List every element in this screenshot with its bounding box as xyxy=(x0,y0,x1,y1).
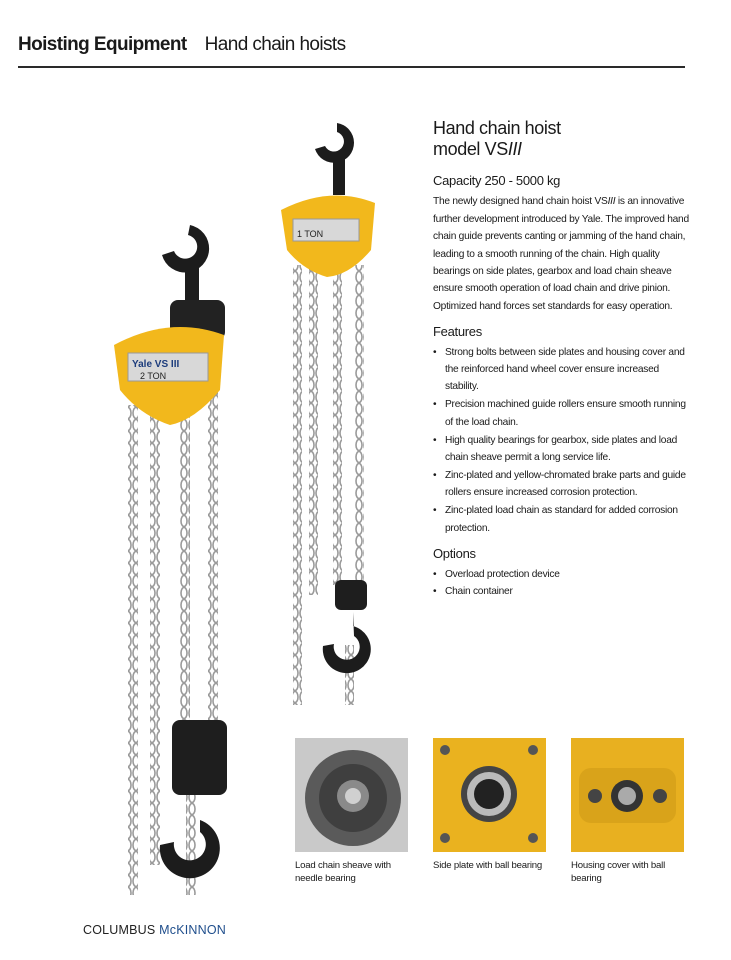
large-hoist-image xyxy=(100,215,250,905)
feature-item: • High quality bearings for gearbox, side plates and load chain sheave permit a long service life. xyxy=(433,432,693,467)
feature-item: • Zinc-plated load chain as standard for added corrosion protection. xyxy=(433,502,693,537)
desc-italic: III xyxy=(607,196,616,208)
product-description xyxy=(433,193,693,297)
small-hoist-ton-label: 1 TON xyxy=(297,229,324,239)
small-hoist-image xyxy=(275,115,385,715)
product-title-line2 xyxy=(433,139,693,160)
page-header xyxy=(18,34,345,56)
product-text-column xyxy=(433,118,693,601)
product-description-2: Optimized hand forces set standards for easy operation. xyxy=(433,300,673,312)
features-list xyxy=(433,344,693,537)
capacity-heading: Capacity 250 - 5000 kg xyxy=(433,173,561,188)
product-title-line1: Hand chain hoist xyxy=(433,118,561,138)
footer-brand-1: COLUMBUS xyxy=(83,923,156,937)
photo-load-chain-sheave xyxy=(295,738,408,852)
model-prefix: model VS xyxy=(433,139,508,159)
section-title: Hoisting Equipment xyxy=(18,34,187,55)
header-rule xyxy=(18,66,685,68)
options-list xyxy=(433,566,693,601)
photo-housing-cover xyxy=(571,738,684,852)
footer-logo xyxy=(83,923,226,937)
model-suffix: III xyxy=(507,139,522,159)
feature-item: • Precision machined guide rollers ensure smooth running of the load chain. xyxy=(433,396,693,431)
desc-part: The newly designed hand chain hoist VS xyxy=(433,196,608,208)
subsection-title: Hand chain hoists xyxy=(204,34,346,55)
photo-side-plate xyxy=(433,738,546,852)
options-heading: Options xyxy=(433,546,476,562)
photo-caption: Housing cover with ball bearing xyxy=(571,860,666,884)
large-hoist-ton-label: 2 TON xyxy=(140,371,167,381)
desc-part: is an innovative further development introduced by Yale. The improved hand chain guide prevents canting or jamming of the hand chain, leading to a smooth running of the chain. High quality bearings on side plates, gearbox and load chain sheave ensure smooth operation of load chain and drive pinion. xyxy=(433,196,689,295)
product-title xyxy=(433,118,693,160)
photo-caption: Side plate with ball bearing xyxy=(433,860,543,871)
option-item: • Chain container xyxy=(433,583,693,600)
features-heading: Features xyxy=(433,324,482,340)
feature-item: • Zinc-plated and yellow-chromated brake parts and guide rollers ensure increased corrosion protection. xyxy=(433,467,693,502)
footer-brand-2: McKINNON xyxy=(159,923,227,937)
option-item: • Overload protection device xyxy=(433,566,693,583)
photo-caption: Load chain sheave with needle bearing xyxy=(295,860,391,884)
large-hoist-brand-label: Yale VS III xyxy=(132,359,180,370)
feature-item: • Strong bolts between side plates and housing cover and the reinforced hand wheel cover ensure increased stability. xyxy=(433,344,693,396)
